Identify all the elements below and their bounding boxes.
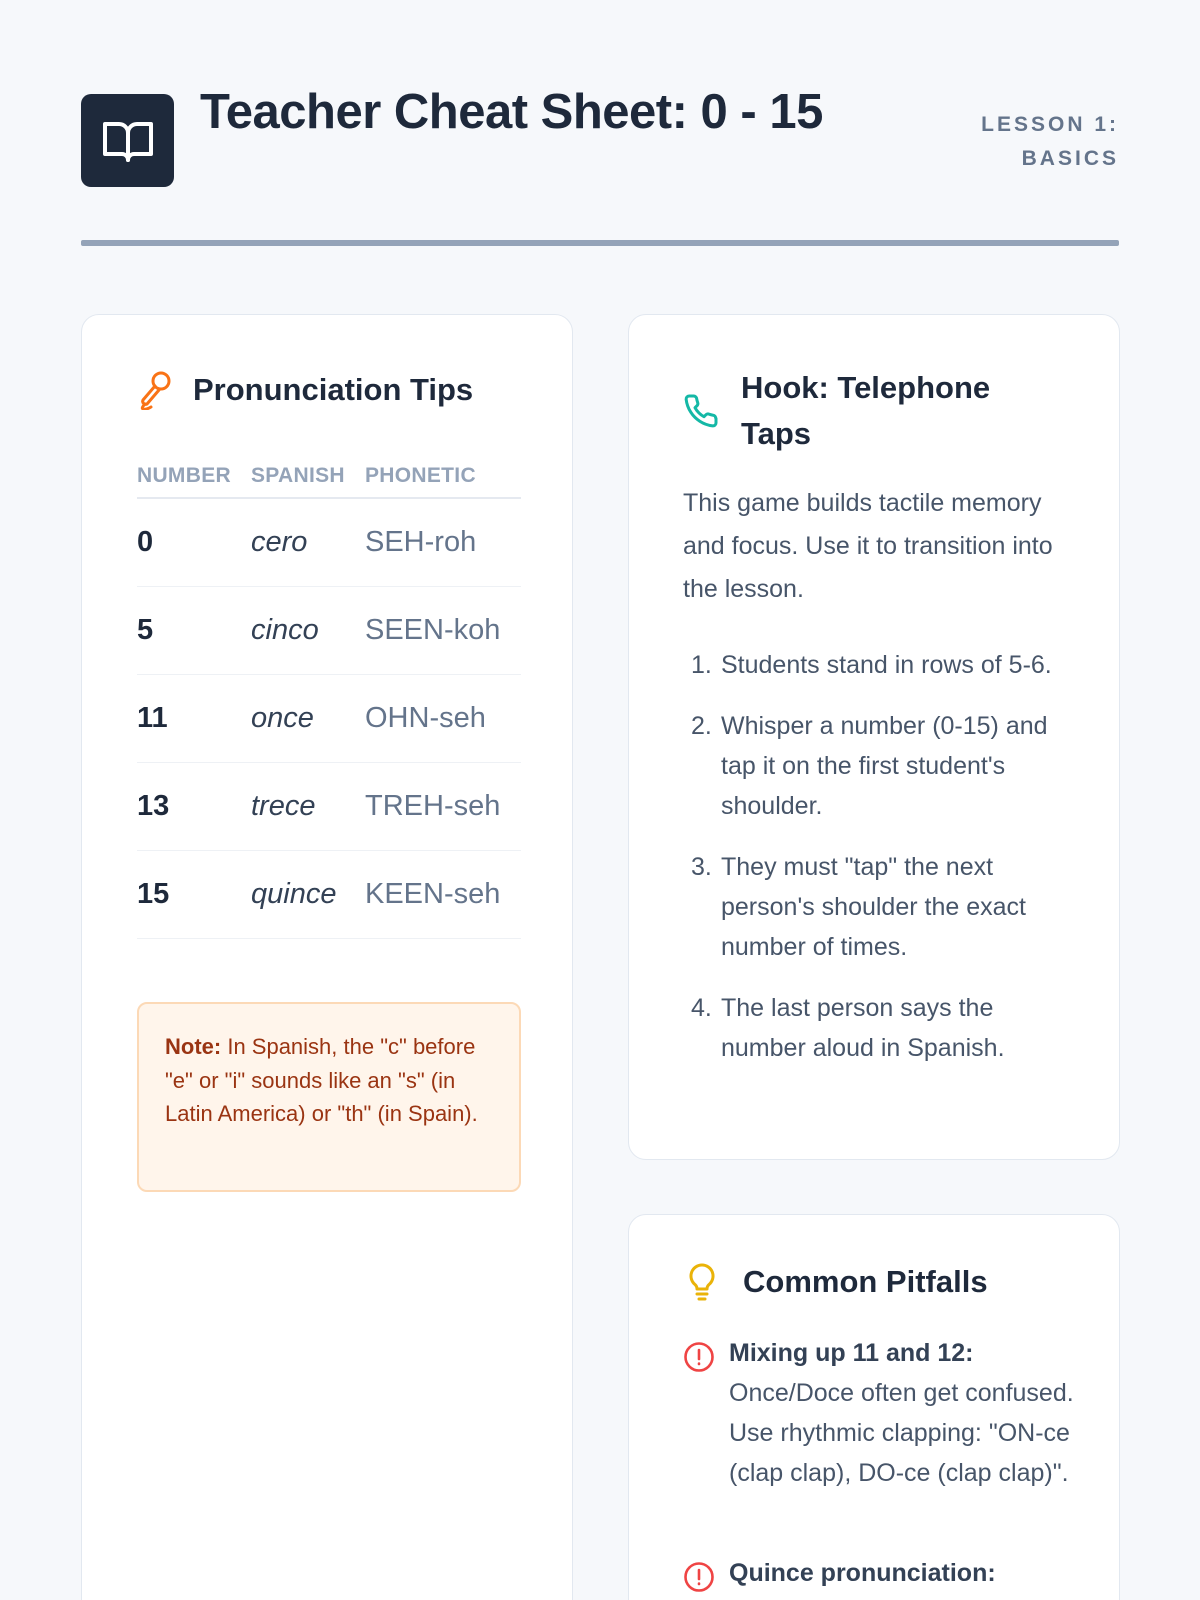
pronunciation-header: [137, 367, 473, 413]
phone-icon: [683, 393, 719, 429]
hook-header: [683, 365, 990, 457]
list-item: 3. They must "tap" the next person's shoulder the exact number of times.: [691, 853, 1026, 961]
note-label: Note:: [165, 1034, 222, 1059]
hook-steps: [691, 645, 1071, 1089]
number-cell: 15: [137, 878, 170, 910]
table-row: [137, 587, 521, 675]
pitfall-text: Quince pronunciation:: [729, 1559, 996, 1587]
list-item: 4. The last person says the number aloud in Spanish.: [691, 994, 1005, 1062]
list-item: 2. Whisper a number (0-15) and tap it on the first student's shoulder.: [691, 712, 1048, 820]
spanish-cell: cero: [251, 526, 308, 558]
microphone-icon: [137, 370, 173, 410]
spanish-cell: cinco: [251, 614, 319, 646]
phonetic-cell: SEEN-koh: [365, 614, 501, 646]
page-title: Teacher Cheat Sheet: 0 - 15: [200, 85, 823, 139]
pitfalls-header: [687, 1259, 988, 1305]
number-cell: 5: [137, 614, 154, 646]
table-row: [137, 675, 521, 763]
alert-circle-icon: [683, 1341, 715, 1378]
lesson-label: LESSON 1: BASICS: [981, 113, 1119, 170]
pronunciation-card: [81, 314, 573, 1600]
hook-title: Hook: Telephone Taps: [741, 370, 991, 451]
header-divider: [81, 240, 1119, 246]
spanish-cell: once: [251, 702, 314, 734]
column-header-number: NUMBER: [137, 464, 231, 487]
open-book-icon: [81, 94, 174, 187]
spanish-cell: trece: [251, 790, 316, 822]
table-header: [137, 455, 521, 499]
hook-intro: This game builds tactile memory and focus. Use it to transition into the lesson.: [683, 489, 1053, 603]
column-header-phonetic: PHONETIC: [365, 464, 476, 487]
pronunciation-title: Pronunciation Tips: [193, 372, 474, 407]
lightbulb-icon: [687, 1262, 717, 1302]
table-row: [137, 851, 521, 939]
pitfalls-title: Common Pitfalls: [743, 1264, 988, 1299]
column-header-spanish: SPANISH: [251, 464, 345, 487]
note-text: In Spanish, the "c" before "e" or "i" sounds like an "s" (in Latin America) or "th" (in Spain).: [165, 1034, 478, 1126]
pronunciation-table: [137, 455, 521, 939]
number-cell: 0: [137, 526, 154, 558]
pitfall-text: Mixing up 11 and 12: Once/Doce often get confused. Use rhythmic clapping: "ON-ce (clap clap), DO-ce (clap clap)".: [729, 1339, 1074, 1487]
page-header: [81, 82, 1119, 192]
number-cell: 11: [137, 702, 168, 734]
table-row: [137, 499, 521, 587]
pronunciation-note: [137, 1002, 521, 1192]
number-cell: 13: [137, 790, 170, 822]
phonetic-cell: TREH-seh: [365, 790, 501, 822]
spanish-cell: quince: [251, 878, 337, 910]
phonetic-cell: OHN-seh: [365, 702, 486, 734]
hook-card: [628, 314, 1120, 1160]
pitfalls-card: [628, 1214, 1120, 1600]
table-row: [137, 763, 521, 851]
phonetic-cell: KEEN-seh: [365, 878, 501, 910]
list-item: 1. Students stand in rows of 5-6.: [691, 651, 1052, 679]
alert-circle-icon: [683, 1561, 715, 1598]
phonetic-cell: SEH-roh: [365, 526, 477, 558]
